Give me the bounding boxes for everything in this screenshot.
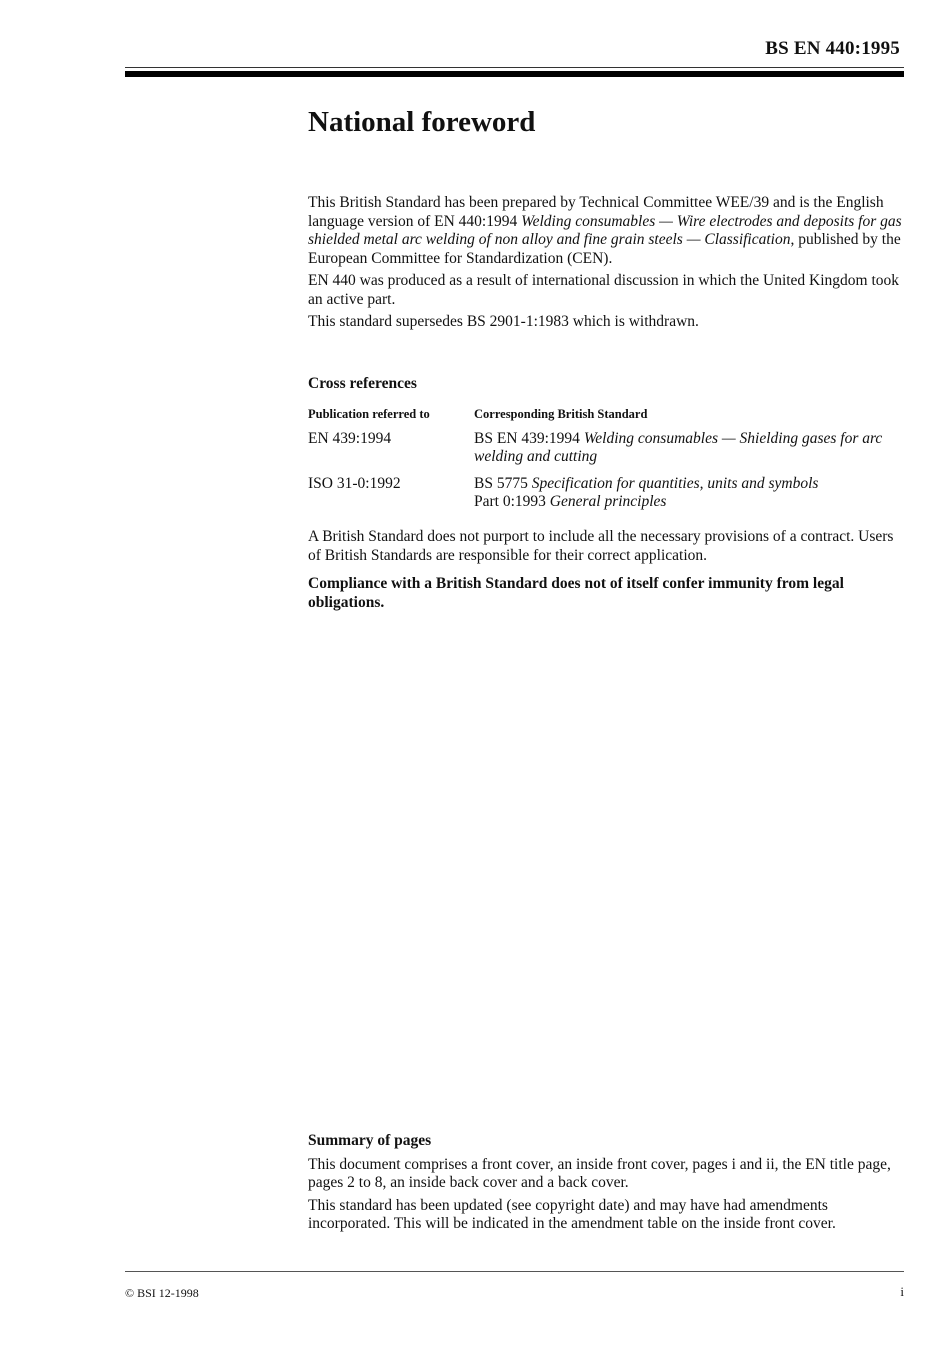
intro-section (308, 194, 904, 336)
bs-part-title: General principles (549, 493, 667, 510)
header-thin-rule (125, 67, 904, 68)
footer-rule (125, 1271, 904, 1272)
bs-title: Welding consumables — Shielding gases for arc welding and cutting (474, 429, 883, 465)
copyright-notice: © BSI 12-1998 (125, 1286, 199, 1300)
summary-section (308, 1132, 904, 1238)
table-row (308, 475, 904, 520)
british-standard-cell (474, 430, 904, 475)
disclaimer-text: A British Standard does not purport to include all the necessary provisions of a contract. Users of British Standards are responsible for their correct application. (308, 528, 894, 564)
intro-text-a: This British Standard has been prepared by Technical Committee WEE/39 and is the English language version of EN 440:1994 (308, 194, 884, 230)
summary-paragraph-2: This standard has been updated (see copyright date) and may have had amendments incorporated. This will be indicated in the amendment table on the inside front cover. (308, 1196, 836, 1232)
cross-references-heading: Cross references (308, 375, 417, 392)
summary-paragraph-1: This document comprises a front cover, an inside front cover, pages i and ii, the EN title page, pages 2 to 8, an inside back cover and a back cover. (308, 1155, 891, 1191)
publication-cell: EN 439:1994 (308, 429, 392, 447)
bs-reference: BS 5775 (474, 474, 532, 492)
intro-paragraph-1 (308, 194, 904, 268)
table-row (308, 430, 904, 475)
intro-standard-title: Welding consumables — Wire electrodes and deposits for gas shielded metal arc welding of non alloy and fine grain steels — Classification (308, 212, 902, 248)
disclaimer-section (308, 528, 904, 616)
bs-part-reference: Part 0:1993 (474, 493, 550, 510)
page-number: i (900, 1284, 904, 1299)
column-header-publication: Publication referred to (308, 407, 430, 421)
cross-references-table (308, 405, 904, 520)
header-thick-rule (125, 71, 904, 77)
column-header-british-standard: Corresponding British Standard (474, 407, 648, 421)
table-header-row (308, 405, 904, 430)
british-standard-cell (474, 475, 904, 520)
bs-title: Specification for quantities, units and symbols (531, 474, 819, 492)
publication-cell: ISO 31-0:1992 (308, 474, 401, 492)
document-id: BS EN 440:1995 (765, 38, 900, 59)
intro-paragraph-3: This standard supersedes BS 2901-1:1983 which is withdrawn. (308, 313, 699, 330)
compliance-statement: Compliance with a British Standard does not of itself confer immunity from legal obligations. (308, 575, 844, 611)
page-title: National foreword (308, 106, 536, 138)
bs-reference: BS EN 439:1994 (474, 429, 584, 447)
summary-heading: Summary of pages (308, 1132, 432, 1149)
intro-paragraph-2: EN 440 was produced as a result of international discussion in which the United Kingdom took an active part. (308, 272, 900, 308)
intro-text-b: , published by the European Committee for Standardization (CEN). (308, 231, 901, 267)
